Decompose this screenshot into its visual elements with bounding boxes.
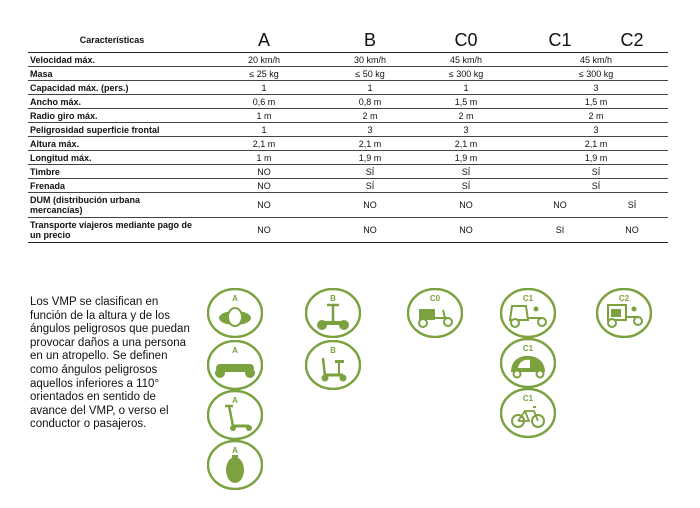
segway-icon xyxy=(305,288,361,338)
value-b: SÍ xyxy=(332,179,408,193)
value-c0: 2 m xyxy=(408,109,524,123)
value-b: 1,9 m xyxy=(332,151,408,165)
value-a: 2,1 m xyxy=(196,137,332,151)
value-b: NO xyxy=(332,218,408,243)
seated-scooter-icon xyxy=(305,340,361,390)
passenger-trike-icon xyxy=(596,288,652,338)
value-c0: ≤ 300 kg xyxy=(408,67,524,81)
row-label: Peligrosidad superficie frontal xyxy=(28,123,196,137)
value-a: NO xyxy=(196,218,332,243)
value-c0: 1 xyxy=(408,81,524,95)
value-c1: NO xyxy=(524,193,596,218)
value-a: NO xyxy=(196,193,332,218)
table-row xyxy=(28,179,668,193)
icon-label: C1 xyxy=(522,394,534,403)
value-c1-c2: 1,9 m xyxy=(524,151,668,165)
icon-label: C2 xyxy=(618,294,630,303)
monowheel-icon xyxy=(207,288,263,338)
icon-label: C0 xyxy=(429,294,441,303)
cargo-trike-icon xyxy=(407,288,463,338)
value-b: 1 xyxy=(332,81,408,95)
value-c0: 45 km/h xyxy=(408,53,524,67)
table-row xyxy=(28,151,668,165)
value-c1-c2: 2 m xyxy=(524,109,668,123)
value-a: ≤ 25 kg xyxy=(196,67,332,81)
value-a: NO xyxy=(196,179,332,193)
value-a: 1 m xyxy=(196,151,332,165)
value-a: 1 m xyxy=(196,109,332,123)
table-row xyxy=(28,53,668,67)
value-b: 0,8 m xyxy=(332,95,408,109)
value-c1-c2: SÍ xyxy=(524,179,668,193)
value-c0: 1,5 m xyxy=(408,95,524,109)
enclosed-trike-icon xyxy=(500,338,556,388)
table-row xyxy=(28,137,668,151)
table-header-row xyxy=(28,28,668,53)
icon-label: C1 xyxy=(522,294,534,303)
row-label: Frenada xyxy=(28,179,196,193)
row-label: Radio giro máx. xyxy=(28,109,196,123)
value-c0: NO xyxy=(408,218,524,243)
header-caracteristicas: Características xyxy=(28,28,196,53)
header-c1: C1 xyxy=(524,28,596,53)
value-c1-c2: 1,5 m xyxy=(524,95,668,109)
row-label: Longitud máx. xyxy=(28,151,196,165)
row-label: Ancho máx. xyxy=(28,95,196,109)
value-c0: 1,9 m xyxy=(408,151,524,165)
value-c0: SÍ xyxy=(408,165,524,179)
value-a: 1 xyxy=(196,81,332,95)
value-b: 2,1 m xyxy=(332,137,408,151)
icon-label: A xyxy=(232,346,238,355)
icon-label: C1 xyxy=(522,344,534,353)
row-label: Altura máx. xyxy=(28,137,196,151)
row-label: Timbre xyxy=(28,165,196,179)
classification-description: Los VMP se clasifican en función de la altura y de los ángulos peligrosos que puedan provocar daños a una persona en un atropello. Se definen como ángulos peligrosos aquellos inferiores a 110° orientados en sentido de avance del VMP, o verso el conductor o pasajeros. xyxy=(30,296,190,431)
value-c1-c2: 2,1 m xyxy=(524,137,668,151)
kick-scooter-icon xyxy=(207,390,263,440)
row-label: Velocidad máx. xyxy=(28,53,196,67)
icon-label: A xyxy=(232,294,238,303)
header-c0: C0 xyxy=(408,28,524,53)
header-b: B xyxy=(332,28,408,53)
value-a: NO xyxy=(196,165,332,179)
value-c1-c2: SÍ xyxy=(524,165,668,179)
value-c1-c2: 3 xyxy=(524,123,668,137)
header-a: A xyxy=(196,28,332,53)
value-c2: SÍ xyxy=(596,193,668,218)
table-row xyxy=(28,123,668,137)
value-a: 20 km/h xyxy=(196,53,332,67)
value-c1-c2: 3 xyxy=(524,81,668,95)
value-b: 3 xyxy=(332,123,408,137)
table-row xyxy=(28,218,668,243)
row-label: DUM (distribución urbana mercancías) xyxy=(28,193,196,218)
header-c2: C2 xyxy=(596,28,668,53)
value-b: SÍ xyxy=(332,165,408,179)
value-c1-c2: 45 km/h xyxy=(524,53,668,67)
icon-label: B xyxy=(330,346,336,355)
electric-unicycle-icon xyxy=(207,440,263,490)
value-b: 30 km/h xyxy=(332,53,408,67)
value-b: NO xyxy=(332,193,408,218)
bicycle-icon xyxy=(500,388,556,438)
row-label: Masa xyxy=(28,67,196,81)
table-row xyxy=(28,81,668,95)
table-row xyxy=(28,67,668,81)
value-c0: 3 xyxy=(408,123,524,137)
value-c0: NO xyxy=(408,193,524,218)
table-row xyxy=(28,193,668,218)
row-label: Capacidad máx. (pers.) xyxy=(28,81,196,95)
value-b: ≤ 50 kg xyxy=(332,67,408,81)
icon-label: A xyxy=(232,446,238,455)
value-c1: SI xyxy=(524,218,596,243)
value-a: 1 xyxy=(196,123,332,137)
value-c2: NO xyxy=(596,218,668,243)
value-c1-c2: ≤ 300 kg xyxy=(524,67,668,81)
table-row xyxy=(28,109,668,123)
value-a: 0,6 m xyxy=(196,95,332,109)
value-b: 2 m xyxy=(332,109,408,123)
table-row xyxy=(28,165,668,179)
row-label: Transporte viajeros mediante pago de un precio xyxy=(28,218,196,243)
table-row xyxy=(28,95,668,109)
value-c0: SÍ xyxy=(408,179,524,193)
hoverboard-icon xyxy=(207,340,263,390)
icon-label: A xyxy=(232,396,238,405)
value-c0: 2,1 m xyxy=(408,137,524,151)
pedicab-icon xyxy=(500,288,556,338)
icon-label: B xyxy=(330,294,336,303)
vmp-characteristics-table xyxy=(28,28,668,243)
